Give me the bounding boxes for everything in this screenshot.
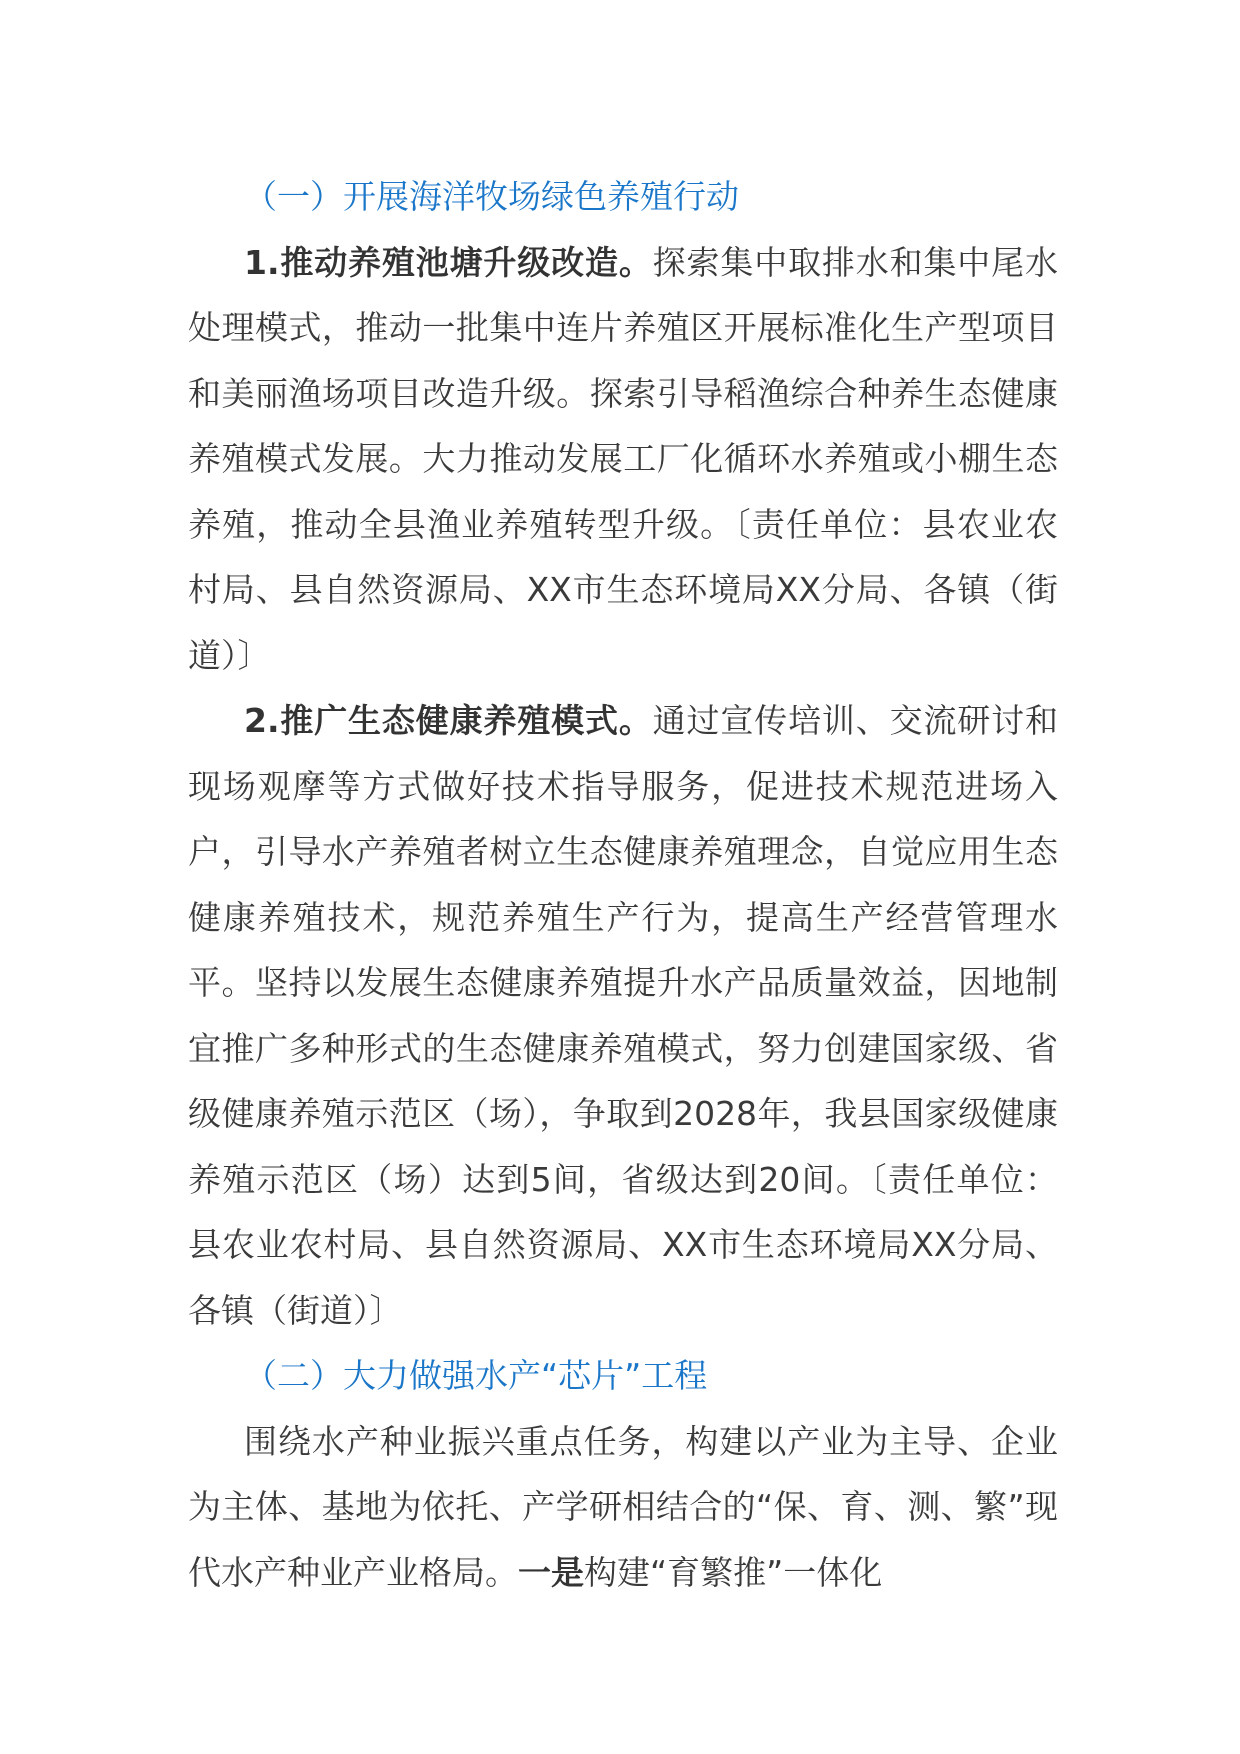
paragraph-2-lead: 2.推广生态健康养殖模式。 — [244, 701, 653, 740]
paragraph-1 — [188, 230, 1058, 689]
section-heading-1: （一）开展海洋牧场绿色养殖行动 — [244, 177, 739, 216]
paragraph-3-lead: 一是 — [518, 1552, 584, 1592]
document-body — [188, 164, 1058, 1605]
paragraph-3-text-a: 围绕水产种业振兴重点任务，构建以产业为主导、企业为主体、基地为依托、产学研相结合的“保、育、测、繁”现代水产种业产业格局。 — [188, 1421, 1058, 1592]
paragraph-1-text: 探索集中取排水和集中尾水处理模式，推动一批集中连片养殖区开展标准化生产型项目和美丽渔场项目改造升级。探索引导稻渔综合种养生态健康养殖模式发展。大力推动发展工厂化循环水养殖或小棚生态养殖，推动全县渔业养殖转型升级。〔责任单位：县农业农村局、县自然资源局、XX市生态环境局XX分局、各镇（街道）〕 — [188, 242, 1058, 675]
paragraph-3 — [188, 1409, 1058, 1606]
paragraph-1-lead: 1.推动养殖池塘升级改造。 — [244, 242, 653, 282]
paragraph-3-text-b: 构建“育繁推”一体化 — [584, 1552, 883, 1592]
section-heading-2: （二）大力做强水产“芯片”工程 — [244, 1356, 708, 1395]
paragraph-2-text: 通过宣传培训、交流研讨和现场观摩等方式做好技术指导服务，促进技术规范进场入户，引导水产养殖者树立生态健康养殖理念，自觉应用生态健康养殖技术，规范养殖生产行为，提高生产经营管理水平。坚持以发展生态健康养殖提升水产品质量效益，因地制宜推广多种形式的生态健康养殖模式，努力创建国家级、省级健康养殖示范区（场），争取到2028年，我县国家级健康养殖示范区（场）达到5间，省级达到20间。〔责任单位：县农业农村局、县自然资源局、XX市生态环境局XX分局、各镇（街道）〕 — [188, 701, 1058, 1330]
paragraph-2 — [188, 688, 1058, 1343]
